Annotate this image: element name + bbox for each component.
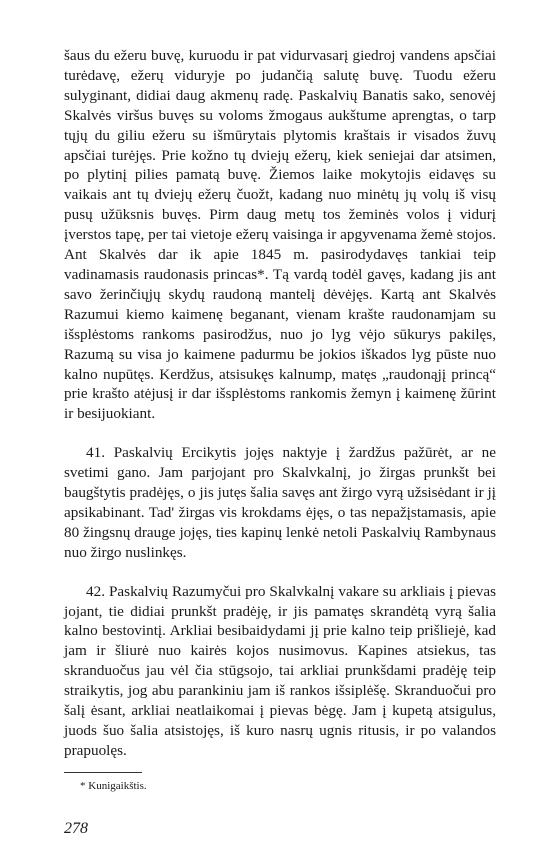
paragraph-41: 41. Paskalvių Ercikytis jojęs naktyje į žardžus pažūrėt, ar ne svetimi gano. Jam parjojant pro Skalvkalnį, jo žirgas prunkšt bei baugštytis pradėjęs, o jis jutęs šalia savęs ant žirgo vyrą užsisėdant ir jį apsikabinant. Tad' žirgas vis krokdams ėjęs, o tas nepažįstamasis, apie 80 žingsnų drauge jojęs, ties kapinų lenkė netoli Paskalvių Rambynaus nuo žirgo nuslinkęs. (64, 444, 496, 561)
footnote-divider (64, 772, 142, 773)
footnote: * Kunigaikštis. (80, 780, 147, 792)
page-text (64, 46, 496, 761)
page-number: 278 (64, 820, 88, 837)
paragraph-legend-continuation: šaus du ežeru buvę, kuruodu ir pat vidurvasarį giedroj vandens apsčiai turėdavę, ežerų viduryje po judančią salutę buvę. Tuodu ežeru sulyginant, didiai daug akmenų radę. Paskalvių Banatis sako, senovėj Skalvės viršus buvęs su voloms žmogaus aukštume aprengtas, o tarp tųjų du giliu ežeru su išmūrytais plytomis kraštais ir visados žuvų apsčiai turėjęs. Prie kožno tų dviejų ežerų, kiek seniejai dar atsimen, po plytinį pilies pamatą buvę. Žiemos laike mokytojis eidavęs su vaikais ant tų dviejų ežerų čuožt, kadang nuo minėtų jų volų iš visų pusų užūksnis buvęs. Pirm daug metų tos žeminės volos į vidurį įverstos tapę, per tai vietoje ežerų vaisinga ir apgyvenama žemė stojos. Ant Skalvės dar ik apie 1845 m. pasirodydavęs tankiai teip vadinamasis raudonasis princas*. Tą vardą todėl gavęs, kadang jis ant savo žerinčiųjų skydų raudoną mantelį dėvėjęs. Kartą ant Skalvės Razumui kiemo kaimenę beganant, vienam krašte raudonamjam su išsplėstoms rankoms pasirodžus, nuo jo lyg vėjo sūkurys pakilęs, Razumą su visa jo kaimene padurmu be jokios iškados lyg pūste nuo kalno nupūtęs. Kerdžus, atsisukęs kalnump, matęs „raudonąjį princą“ prie krašto atėjusį ir dar išsplėstoms rankomis žemyn į kaimenę žūrint ir besijuokiant. (64, 47, 496, 423)
paragraph-42: 42. Paskalvių Razumyčui pro Skalvkalnį vakare su arkliais į pievas jojant, tie didiai prunkšt pradėję, ir jis pamatęs skrandėtą vyrą šalia kalno bestovintį. Arkliai besibaidydami jį prie kalno teip prišliejė, kad jam ir šliurė nuo kairės kojos nusimovus. Kapines atsiekus, tas skranduočus jau vėl čia stūgsojo, tai arkliai prunkšdami pradėję teip straikytis, jog abu parankiniu jam iš rankos išsiplėšę. Skranduočui pro šalį ėsant, arkliai neatlaikomai į pievas bėgę. Jam į kupetą atsigulus, juods šuo šalia atsistojęs, iš kuro nasrų ugnis ritusis, ir po valandos prapuolęs. (64, 582, 496, 759)
